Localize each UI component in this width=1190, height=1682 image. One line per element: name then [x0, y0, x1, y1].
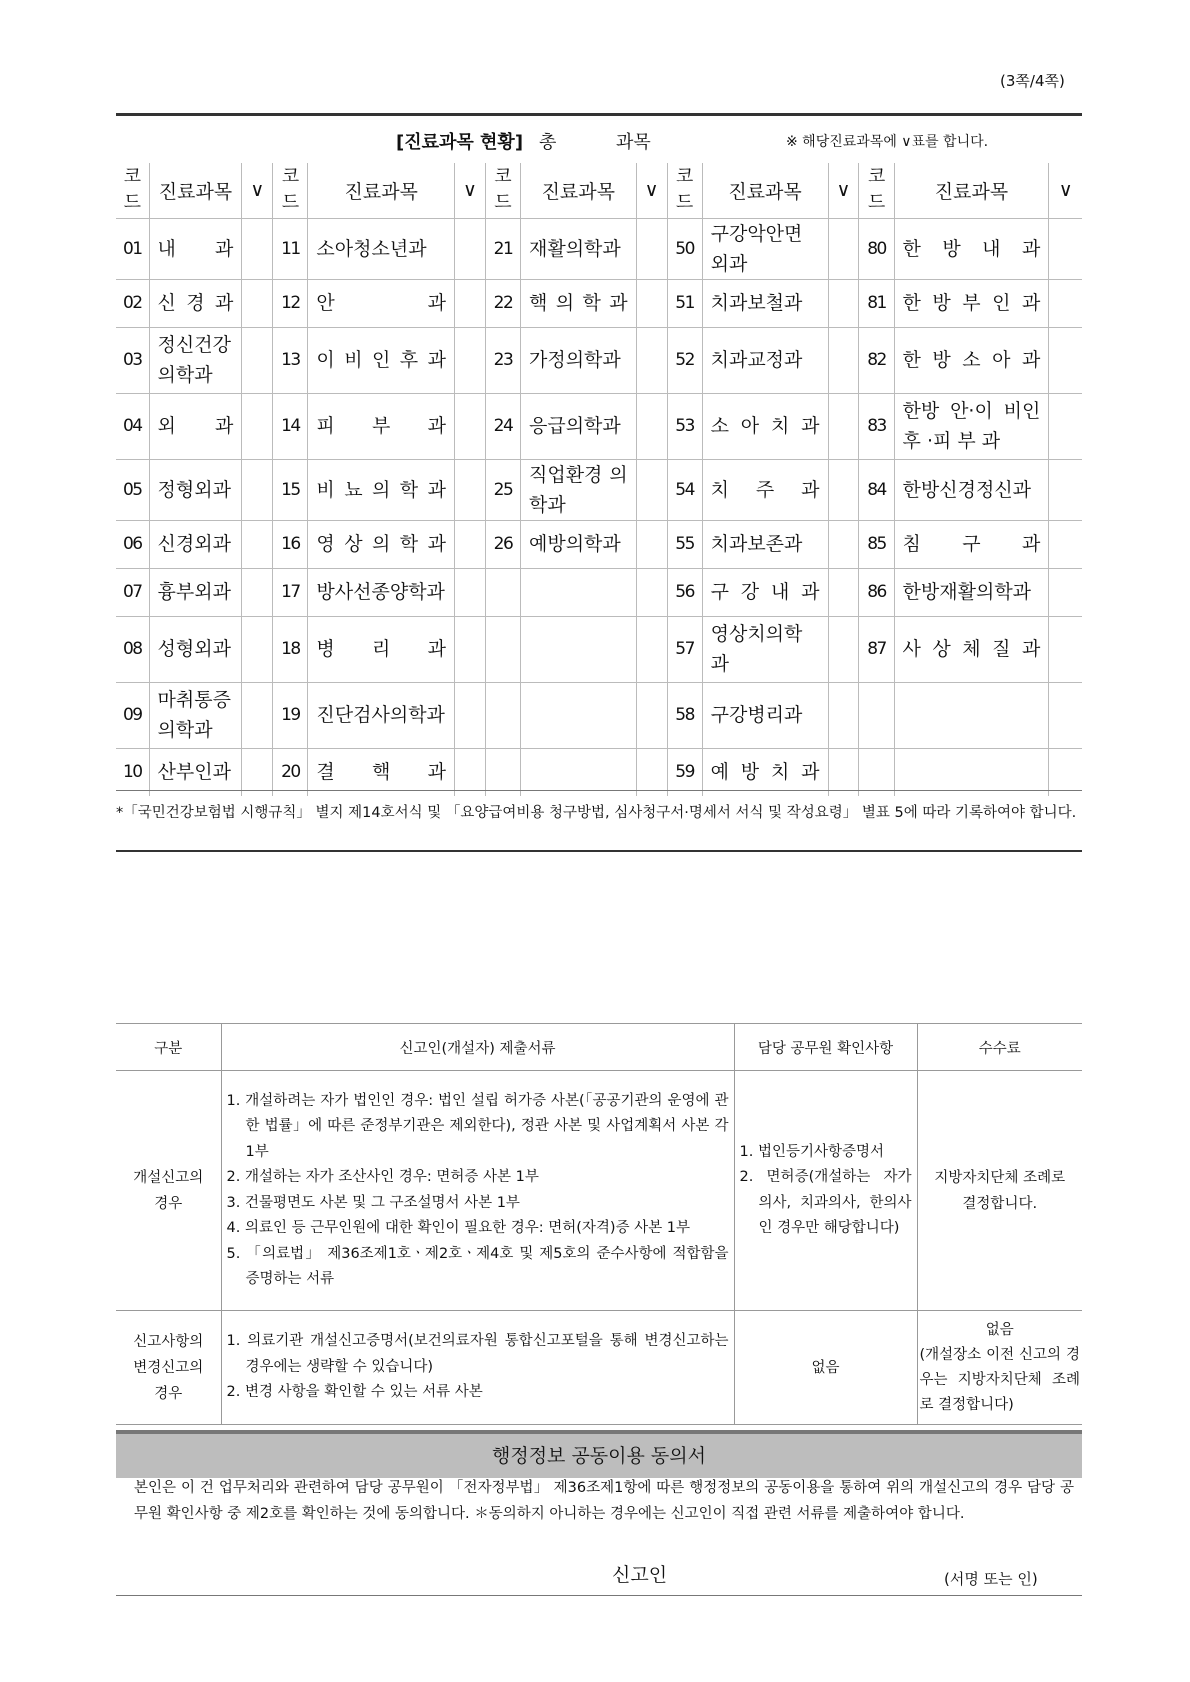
specialty-name: 치 주 과	[702, 459, 828, 520]
specialty-check-box[interactable]	[1049, 393, 1082, 459]
specialty-code: 17	[273, 568, 308, 616]
specialty-name: 외 과	[149, 393, 242, 459]
specialty-name: 안 과	[308, 279, 455, 327]
specialty-name: 피 부 과	[308, 393, 455, 459]
specialty-check-box[interactable]	[828, 520, 859, 568]
specialty-check-box[interactable]	[242, 568, 273, 616]
specialty-code: 21	[485, 218, 520, 279]
specialty-name: 신 경 과	[149, 279, 242, 327]
specialty-name: 구강악안면외과	[702, 218, 828, 279]
specialty-check-box[interactable]	[242, 616, 273, 682]
specialty-check-box[interactable]	[636, 327, 667, 393]
specialty-name: 영 상 의 학 과	[308, 520, 455, 568]
specialty-check-box[interactable]	[454, 393, 485, 459]
bottom-rule	[116, 1595, 1082, 1596]
specialty-code: 14	[273, 393, 308, 459]
specialty-row	[116, 327, 1082, 393]
specialty-name: 예 방 치 과	[702, 748, 828, 796]
submission-header-row	[116, 1024, 1082, 1071]
specialty-check-box[interactable]	[828, 459, 859, 520]
specialty-check-box[interactable]	[454, 616, 485, 682]
specialty-name: 이 비 인 후 과	[308, 327, 455, 393]
document-item: 1. 개설하려는 자가 법인인 경우: 법인 설립 허가증 사본(「공공기관의 운영에 관한 법률」에 따른 준정부기관은 제외한다), 정관 사본 및 사업계획서 사본 각 1부	[226, 1092, 729, 1160]
specialty-check-box[interactable]	[828, 616, 859, 682]
specialty-footnote: *「국민건강보험법 시행규칙」 별지 제14호서식 및 「요양급여비용 청구방법, 심사청구서·명세서 서식 및 작성요령」 별표 5에 따라 기록하여야 합니다.	[116, 805, 1077, 821]
official-check-change: 없음	[734, 1311, 917, 1425]
specialty-check-box[interactable]	[242, 748, 273, 796]
specialty-check-box[interactable]	[1049, 568, 1082, 616]
check-header: ∨	[242, 163, 273, 218]
specialty-row	[116, 748, 1082, 796]
specialty-name: 소 아 치 과	[702, 393, 828, 459]
specialty-code: 52	[667, 327, 702, 393]
specialty-check-box[interactable]	[1049, 327, 1082, 393]
specialty-check-box[interactable]	[1049, 218, 1082, 279]
specialty-row	[116, 568, 1082, 616]
name-header: 진료과목	[149, 163, 242, 218]
specialty-check-box	[636, 748, 667, 796]
specialty-code: 12	[273, 279, 308, 327]
specialty-check-box[interactable]	[454, 459, 485, 520]
specialty-check-box[interactable]	[454, 748, 485, 796]
specialty-name: 재활의학과	[521, 218, 637, 279]
specialty-code: 87	[859, 616, 894, 682]
specialty-row	[116, 459, 1082, 520]
consent-body: 본인은 이 건 업무처리와 관련하여 담당 공무원이 「전자정부법」 제36조제1항에 따른 행정정보의 공동이용을 통하여 위의 개설신고의 경우 담당 공무원 확인사항 중 제2호를 확인하는 것에 동의합니다. ＊동의하지 아니하는 경우에는 신고인이 직접 관련 서류를 제출하여야 합니다.	[134, 1480, 1074, 1522]
specialty-check-box[interactable]	[454, 568, 485, 616]
submission-row-change	[116, 1311, 1082, 1425]
code-header: 코 드	[859, 163, 894, 218]
specialty-code	[485, 748, 520, 796]
specialty-name: 예방의학과	[521, 520, 637, 568]
specialty-code: 59	[667, 748, 702, 796]
specialty-check-box[interactable]	[454, 327, 485, 393]
specialty-code: 07	[116, 568, 149, 616]
specialty-code: 01	[116, 218, 149, 279]
submission-row-opening	[116, 1071, 1082, 1311]
specialty-row	[116, 218, 1082, 279]
specialty-name: 흉부외과	[149, 568, 242, 616]
specialty-name: 내 과	[149, 218, 242, 279]
specialty-name: 정신건강의학과	[149, 327, 242, 393]
document-item: 5. 「의료법」 제36조제1호ㆍ제2호ㆍ제4호 및 제5호의 준수사항에 적합함을 증명하는 서류	[226, 1245, 729, 1287]
documents-opening	[221, 1071, 734, 1311]
specialty-name: 사 상 체 질 과	[894, 616, 1049, 682]
specialty-unit-label: 과목	[616, 132, 651, 153]
specialty-code: 80	[859, 218, 894, 279]
signer-label: 신고인	[612, 1564, 668, 1586]
specialty-check-box[interactable]	[828, 393, 859, 459]
specialty-row	[116, 279, 1082, 327]
specialty-name: 핵 의 학 과	[521, 279, 637, 327]
specialty-code	[485, 616, 520, 682]
specialty-code: 57	[667, 616, 702, 682]
specialty-check-box[interactable]	[828, 218, 859, 279]
specialty-check-box[interactable]	[828, 327, 859, 393]
specialty-name: 소아청소년과	[308, 218, 455, 279]
name-header: 진료과목	[308, 163, 455, 218]
code-header: 코 드	[116, 163, 149, 218]
specialty-check-box[interactable]	[636, 393, 667, 459]
specialty-code: 02	[116, 279, 149, 327]
specialty-row	[116, 616, 1082, 682]
specialty-check-box[interactable]	[636, 218, 667, 279]
specialty-check-box[interactable]	[1049, 279, 1082, 327]
specialty-code: 18	[273, 616, 308, 682]
specialty-code: 10	[116, 748, 149, 796]
specialty-code: 20	[273, 748, 308, 796]
name-header: 진료과목	[894, 163, 1049, 218]
specialty-code: 86	[859, 568, 894, 616]
specialty-code: 51	[667, 279, 702, 327]
specialty-check-box[interactable]	[242, 393, 273, 459]
specialty-table	[116, 163, 1082, 796]
specialty-name: 치과보존과	[702, 520, 828, 568]
specialty-code: 26	[485, 520, 520, 568]
specialty-code: 22	[485, 279, 520, 327]
document-item: 2. 변경 사항을 확인할 수 있는 서류 사본	[226, 1384, 483, 1401]
specialty-name: 마취통증의학과	[149, 682, 242, 748]
consent-title: 행정정보 공동이용 동의서	[116, 1430, 1082, 1478]
specialty-name: 침 구 과	[894, 520, 1049, 568]
header-documents: 신고인(개설자) 제출서류	[221, 1024, 734, 1071]
specialty-check-box	[636, 616, 667, 682]
specialty-name: 한방 안·이 비인후 ·피 부 과	[894, 393, 1049, 459]
specialty-code: 04	[116, 393, 149, 459]
specialty-check-box[interactable]	[828, 682, 859, 748]
name-header: 진료과목	[702, 163, 828, 218]
specialty-name: 산부인과	[149, 748, 242, 796]
specialty-name: 병 리 과	[308, 616, 455, 682]
specialty-name: 한 방 내 과	[894, 218, 1049, 279]
specialty-code: 53	[667, 393, 702, 459]
official-check-item: 1. 법인등기사항증명서	[739, 1143, 885, 1160]
specialty-name: 구 강 내 과	[702, 568, 828, 616]
specialty-header-row	[116, 163, 1082, 218]
specialty-name: 한방재활의학과	[894, 568, 1049, 616]
check-header: ∨	[1049, 163, 1082, 218]
specialty-check-box	[1049, 682, 1082, 748]
specialty-check-box[interactable]	[454, 682, 485, 748]
specialty-code: 82	[859, 327, 894, 393]
code-header: 코 드	[667, 163, 702, 218]
specialty-name	[521, 682, 637, 748]
specialty-code: 03	[116, 327, 149, 393]
specialty-code: 06	[116, 520, 149, 568]
specialty-code: 56	[667, 568, 702, 616]
specialty-name	[894, 748, 1049, 796]
specialty-code: 23	[485, 327, 520, 393]
specialty-name: 진단검사의학과	[308, 682, 455, 748]
specialty-code: 24	[485, 393, 520, 459]
specialty-code: 08	[116, 616, 149, 682]
specialty-check-box	[636, 568, 667, 616]
category-change: 신고사항의 변경신고의 경우	[116, 1311, 221, 1425]
specialty-title-row	[116, 124, 1082, 164]
specialty-code: 54	[667, 459, 702, 520]
specialty-name	[521, 616, 637, 682]
section-rule	[116, 850, 1082, 852]
documents-change	[221, 1311, 734, 1425]
specialty-code: 58	[667, 682, 702, 748]
specialty-check-box	[636, 682, 667, 748]
specialty-check-box[interactable]	[636, 459, 667, 520]
specialty-name: 직업환경 의학과	[521, 459, 637, 520]
page-number: (3쪽/4쪽)	[1000, 72, 1065, 90]
document-item: 1. 의료기관 개설신고증명서(보건의료자원 통합신고포털을 통해 변경신고하는 경우에는 생략할 수 있습니다)	[226, 1333, 729, 1375]
fee-change-main: 없음	[985, 1321, 1014, 1338]
specialty-check-box[interactable]	[242, 279, 273, 327]
fee-change-note: (개설장소 이전 신고의 경우는 지방자치단체 조례로 결정합니다)	[919, 1346, 1080, 1413]
specialty-check-box[interactable]	[242, 327, 273, 393]
specialty-code: 16	[273, 520, 308, 568]
document-item: 2. 개설하는 자가 조산사인 경우: 면허증 사본 1부	[226, 1169, 539, 1185]
specialty-check-box[interactable]	[1049, 459, 1082, 520]
header-fee: 수수료	[917, 1024, 1082, 1071]
specialty-code	[485, 682, 520, 748]
specialty-code	[859, 748, 894, 796]
fee-change	[917, 1311, 1082, 1425]
check-note: ※ 해당진료과목에 ∨표를 합니다.	[786, 134, 989, 150]
specialty-name: 치과보철과	[702, 279, 828, 327]
header-category: 구분	[116, 1024, 221, 1071]
specialty-code: 84	[859, 459, 894, 520]
specialty-check-box[interactable]	[242, 459, 273, 520]
specialty-name: 가정의학과	[521, 327, 637, 393]
top-rule	[116, 113, 1082, 116]
specialty-code: 85	[859, 520, 894, 568]
specialty-name: 한 방 소 아 과	[894, 327, 1049, 393]
specialty-check-box[interactable]	[454, 520, 485, 568]
specialty-check-box[interactable]	[1049, 616, 1082, 682]
specialty-code: 19	[273, 682, 308, 748]
specialty-check-box[interactable]	[454, 279, 485, 327]
check-header: ∨	[454, 163, 485, 218]
specialty-code: 81	[859, 279, 894, 327]
category-opening: 개설신고의 경우	[116, 1071, 221, 1311]
specialty-code: 25	[485, 459, 520, 520]
specialty-name	[521, 568, 637, 616]
specialty-code	[859, 682, 894, 748]
specialty-name: 한 방 부 인 과	[894, 279, 1049, 327]
specialty-name: 영상치의학과	[702, 616, 828, 682]
specialty-code: 83	[859, 393, 894, 459]
specialty-code: 09	[116, 682, 149, 748]
submission-table	[116, 1023, 1082, 1425]
specialty-total-label: 총	[539, 132, 557, 153]
specialty-row	[116, 682, 1082, 748]
specialty-code: 50	[667, 218, 702, 279]
specialty-name: 방사선종양학과	[308, 568, 455, 616]
specialty-name: 응급의학과	[521, 393, 637, 459]
official-check-item: 2. 면허증(개설하는 자가 의사, 치과의사, 한의사인 경우만 해당합니다)	[739, 1169, 912, 1236]
code-header: 코 드	[273, 163, 308, 218]
specialty-name: 치과교정과	[702, 327, 828, 393]
specialty-code: 05	[116, 459, 149, 520]
specialty-name	[521, 748, 637, 796]
specialty-title: [진료과목 현황]	[396, 132, 524, 153]
specialty-check-box[interactable]	[636, 520, 667, 568]
specialty-code: 55	[667, 520, 702, 568]
document-item: 4. 의료인 등 근무인원에 대한 확인이 필요한 경우: 면허(자격)증 사본 1부	[226, 1220, 691, 1236]
specialty-check-box[interactable]	[454, 218, 485, 279]
specialty-check-box[interactable]	[828, 279, 859, 327]
signature-field[interactable]: (서명 또는 인)	[944, 1570, 1038, 1588]
specialty-check-box[interactable]	[828, 748, 859, 796]
specialty-code: 11	[273, 218, 308, 279]
specialty-check-box[interactable]	[242, 682, 273, 748]
specialty-check-box[interactable]	[242, 520, 273, 568]
specialty-table-bottom-rule	[116, 790, 1082, 791]
specialty-name: 정형외과	[149, 459, 242, 520]
specialty-code	[485, 568, 520, 616]
fee-opening: 지방자치단체 조례로 결정합니다.	[917, 1071, 1082, 1311]
specialty-name: 결 핵 과	[308, 748, 455, 796]
specialty-check-box[interactable]	[636, 279, 667, 327]
specialty-name: 성형외과	[149, 616, 242, 682]
specialty-check-box[interactable]	[1049, 520, 1082, 568]
specialty-name	[894, 682, 1049, 748]
specialty-check-box[interactable]	[828, 568, 859, 616]
specialty-code: 15	[273, 459, 308, 520]
specialty-name: 신경외과	[149, 520, 242, 568]
header-official-check: 담당 공무원 확인사항	[734, 1024, 917, 1071]
code-header: 코 드	[485, 163, 520, 218]
specialty-name: 한방신경정신과	[894, 459, 1049, 520]
specialty-check-box	[1049, 748, 1082, 796]
specialty-row	[116, 520, 1082, 568]
document-item: 3. 건물평면도 사본 및 그 구조설명서 사본 1부	[226, 1194, 520, 1211]
check-header: ∨	[636, 163, 667, 218]
specialty-check-box[interactable]	[242, 218, 273, 279]
check-header: ∨	[828, 163, 859, 218]
official-check-opening	[734, 1071, 917, 1311]
name-header: 진료과목	[521, 163, 637, 218]
specialty-code: 13	[273, 327, 308, 393]
specialty-row	[116, 393, 1082, 459]
specialty-name: 구강병리과	[702, 682, 828, 748]
specialty-name: 비 뇨 의 학 과	[308, 459, 455, 520]
